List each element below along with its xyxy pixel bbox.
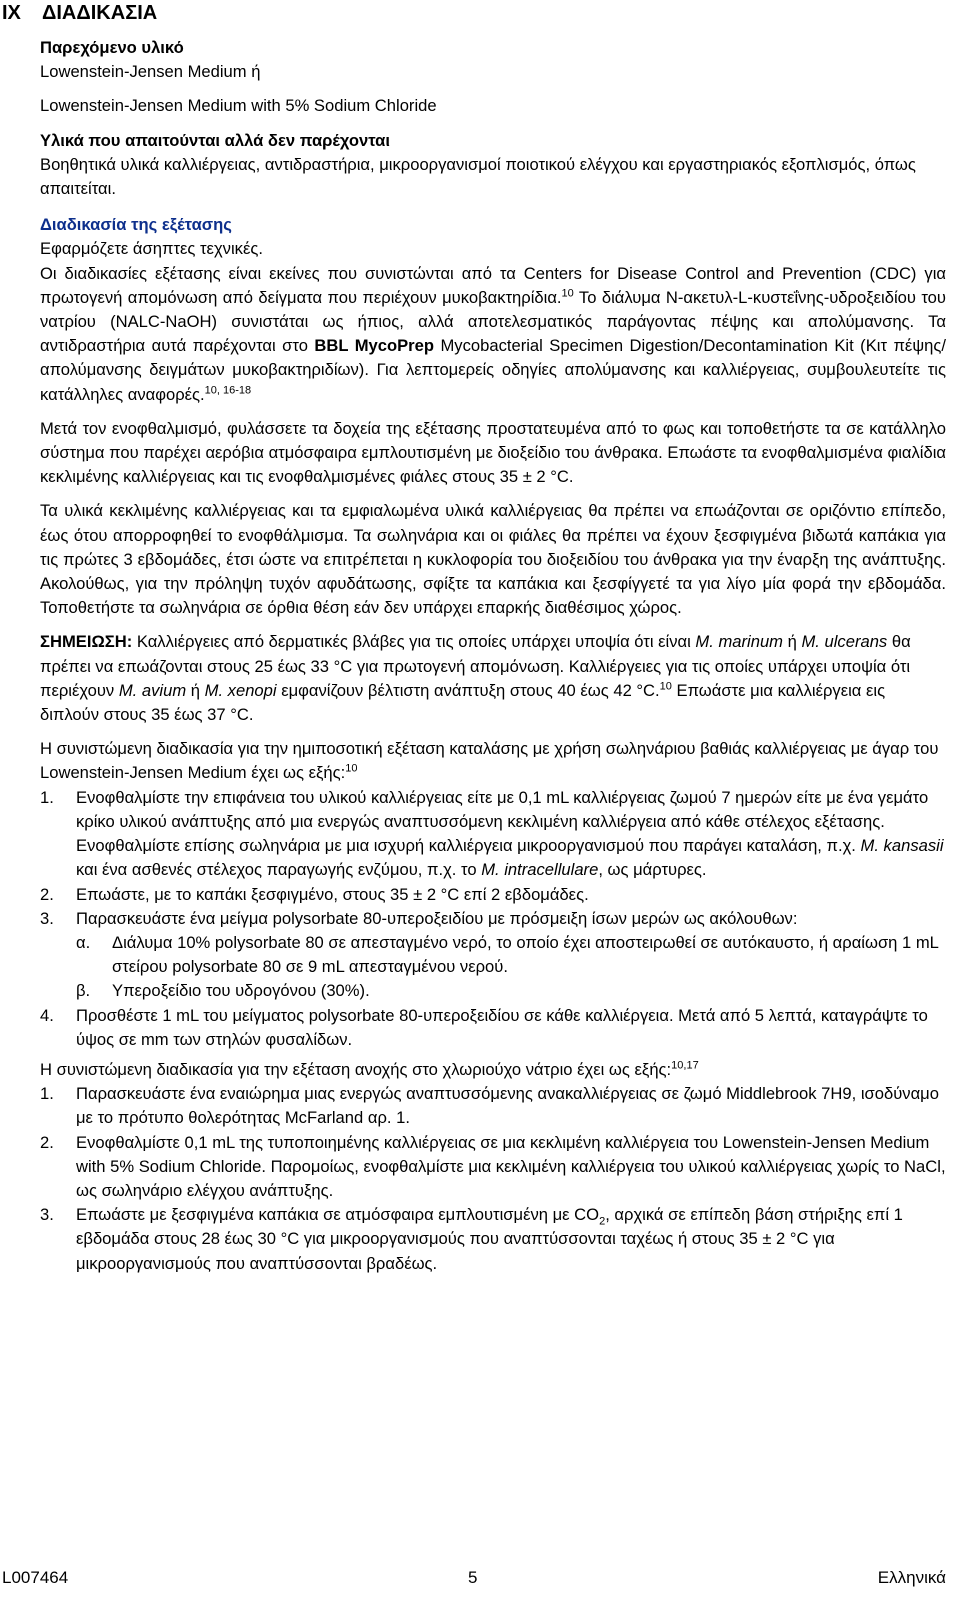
section-heading	[2, 0, 157, 26]
p1-text-b: Το διάλυμα N-ακετυλ-L-κυστεΐνης-υδροξειδίου του νατρίου (NALC-NaOH) συνιστάται ως ήπιος, αλλά αποτελεσματικός παράγοντας πέψης και απολύμανσης. Τα αντιδραστήρια αυτά παρέχονται στο	[40, 287, 946, 356]
catalase-steps	[40, 786, 946, 1052]
document-content	[40, 36, 946, 1276]
list-number: α.	[76, 932, 91, 952]
provided-line-1: Lowenstein-Jensen Medium ή	[40, 62, 261, 82]
list-item	[40, 1203, 946, 1276]
required-title: Υλικά που απαιτούνται αλλά δεν παρέχονται	[40, 130, 390, 150]
note-text: ή	[783, 632, 802, 652]
reference-sup: 10	[345, 762, 358, 775]
list-text: , αρχικά σε επίπεδη βάση στήριξης επί 1 εβδομάδα στους 28 έως 30 °C για μικροοργανισμούς που αναπτύσσονται ταχέως ή στους 35 ± 2 °C για μικροοργανισμούς που αναπτύσσονται βραδέως.	[76, 1205, 903, 1273]
list-text: Υπεροξείδιο του υδρογόνου (30%).	[112, 981, 370, 1001]
list-item	[40, 786, 946, 883]
subscript: 2	[599, 1215, 606, 1228]
note-text: ή	[186, 680, 205, 700]
list-number: 3.	[40, 908, 54, 928]
list-text: Ενοφθαλμίστε 0,1 mL της τυποποιημένης καλλιέργειας σε μια κεκλιμένη καλλιέργεια του Lowenstein-Jensen Medium with 5% Sodium Chloride. Παρομοίως, ενοφθαλμίστε μια κεκλιμένη καλλιέργεια του υλικού καλλιέργειας χωρίς το NaCl, ως σωληνάριο ελέγχου ανάπτυξης.	[76, 1132, 946, 1200]
sub-list-item	[40, 931, 946, 979]
species-name: M. kansasii	[860, 836, 944, 856]
salt-intro	[40, 1058, 946, 1082]
note-text: θα πρέπει να επωάζονται στους 25 έως 33 °C για πρωτογενή απομόνωση. Καλλιέργειες για τις οποίες υπάρχει υποψία ότι περιέχουν	[40, 632, 911, 700]
procedure-paragraph-1	[40, 262, 946, 407]
catalase-intro-text: Η συνιστώμενη διαδικασία για την ημιποσοτική εξέταση καταλάσης με χρήση σωληνάριου βαθιάς καλλιέργειας με άγαρ του Lowenstein-Jensen Medium έχει ως εξής:	[40, 739, 939, 783]
procedure-paragraph-3: Τα υλικά κεκλιμένης καλλιέργειας και τα εμφιαλωμένα υλικά καλλιέργειας θα πρέπει να επωάζονται σε οριζόντιο επίπεδο, έως ότου απορροφηθεί το ενοφθάλμισμα. Τα σωληνάρια και οι φιάλες θα πρέπει να έχουν ξεσφιγμένα βιδωτά καπάκια για τις πρώτες 3 εβδομάδες, έτσι ώστε να επιτρέπεται η κυκλοφορία του διοξειδίου του άνθρακα για την έναρξη της ανάπτυξης. Ακολούθως, για την πρόληψη τυχόν αφυδάτωσης, σφίξτε τα καπάκια και ξεσφίγγετέ τα για λίγο μία φορά την εβδομάδα. Τοποθετήστε τα σωληνάρια σε όρθια θέση εάν δεν υπάρχει επαρκής διαθέσιμος χώρος.	[40, 501, 946, 618]
p1-text-c: Mycobacterial Specimen Digestion/Decontamination Kit (Κιτ πέψης/απολύμανσης δειγμάτων μυκοβακτηριδίων). Για λεπτομερείς οδηγίες απολύμανσης και καλλιέργειας, συμβουλευτείτε τις κατάλληλες αναφορές.	[40, 336, 946, 404]
list-number: 3.	[40, 1205, 54, 1225]
list-number: 4.	[40, 1005, 54, 1025]
list-number: β.	[76, 981, 91, 1001]
list-item	[40, 1082, 946, 1130]
provided-title: Παρεχόμενο υλικό	[40, 38, 184, 57]
section-title: ΔΙΑΔΙΚΑΣΙΑ	[42, 2, 158, 24]
species-name: M. avium	[118, 680, 187, 700]
note-text: εμφανίζουν βέλτιστη ανάπτυξη στους 40 έως 42 °C.	[276, 680, 660, 700]
list-item	[40, 907, 946, 931]
species-name: M. intracellulare	[481, 860, 599, 880]
salt-intro-text: Η συνιστώμενη διαδικασία για την εξέταση ανοχής στο χλωριούχο νάτριο έχει ως εξής:	[40, 1059, 672, 1079]
note-label: ΣΗΜΕΙΩΣΗ:	[40, 632, 133, 652]
list-number: 2.	[40, 1132, 54, 1152]
list-text: Διάλυμα 10% polysorbate 80 σε απεσταγμένο νερό, το οποίο έχει αποστειρωθεί σε αυτόκαυστο, ή αραίωση 1 mL στείρου polysorbate 80 σε 9 mL απεσταγμένου νερού.	[112, 932, 939, 977]
list-item	[40, 1004, 946, 1052]
footer-language: Ελληνικά	[877, 1568, 946, 1587]
species-name: M. xenopi	[204, 680, 277, 700]
list-number: 2.	[40, 884, 54, 904]
reference-sup: 10, 16-18	[204, 384, 252, 397]
species-name: M. ulcerans	[801, 632, 888, 652]
page-number: 5	[468, 1568, 478, 1587]
provided-line-2: Lowenstein-Jensen Medium with 5% Sodium Chloride	[40, 96, 437, 116]
list-item	[40, 1131, 946, 1204]
note-text: Επωάστε μια καλλιέργεια εις διπλούν στους 35 έως 37 °C.	[40, 680, 886, 725]
list-text: Ενοφθαλμίστε την επιφάνεια του υλικού καλλιέργειας είτε με 0,1 mL καλλιέργειας ζωμού 7 ημερών είτε με ένα γεμάτο κρίκο υλικού ανάπτυξης από μια ενεργώς αναπτυσσόμενη κεκλιμένη καλλιέργεια από κάθε στέλεχος εξέτασης. Ενοφθαλμίστε επίσης σωληνάρια με μια ισχυρή καλλιέργεια μικροοργανισμού που παράγει καταλάση, π.χ.	[76, 787, 929, 856]
list-text: Προσθέστε 1 mL του μείγματος polysorbate 80-υπεροξειδίου σε κάθε καλλιέργεια. Μετά από 5 λεπτά, καταγράψτε το ύψος σε mm των στηλών φυσαλίδων.	[76, 1005, 928, 1049]
salt-steps	[40, 1082, 946, 1276]
note-paragraph	[40, 630, 946, 727]
list-text: Επωάστε, με το καπάκι ξεσφιγμένο, στους 35 ± 2 °C επί 2 εβδομάδες.	[76, 884, 589, 904]
aseptic-text: Εφαρμόζετε άσηπτες τεχνικές.	[40, 239, 263, 259]
p1-text-a: Οι διαδικασίες εξέτασης είναι εκείνες που συνιστώνται από τα Centers for Disease Control and Prevention (CDC) για πρωτογενή απομόνωση από δείγματα που περιέχουν μυκοβακτηρίδια.	[40, 263, 946, 307]
reference-sup: 10,17	[671, 1059, 699, 1072]
note-text: Καλλιέργειες από δερματικές βλάβες για τις οποίες υπάρχει υποψία ότι είναι	[132, 632, 696, 652]
list-number: 1.	[40, 787, 54, 807]
procedure-paragraph-2: Μετά τον ενοφθαλμισμό, φυλάσσετε τα δοχεία της εξέτασης προστατευμένα από το φως και τοποθετήστε τα σε κατάλληλο σύστημα που παρέχει αερόβια ατμόσφαιρα εμπλουτισμένη με διοξείδιο του άνθρακα. Επωάστε τα ενοφθαλμισμένα φιαλίδια κεκλιμένης καλλιέργειας και τις ενοφθαλμισμένες φιάλες στους 35 ± 2 °C.	[40, 418, 946, 487]
reference-sup: 10	[561, 287, 574, 300]
list-text: , ως μάρτυρες.	[598, 860, 707, 880]
reference-sup: 10	[659, 680, 672, 693]
sub-list-item	[40, 979, 946, 1003]
list-item	[40, 883, 946, 907]
brand-name: BBL MycoPrep	[314, 336, 434, 356]
list-text: και ένα ασθενές στέλεχος παραγωγής ενζύμου, π.χ. το	[76, 860, 482, 880]
list-text: Παρασκευάστε ένα μείγμα polysorbate 80-υπεροξειδίου με πρόσμειξη ίσων μερών ως ακόλουθων:	[76, 908, 798, 928]
required-text: Βοηθητικά υλικά καλλιέργειας, αντιδραστήρια, μικροοργανισμοί ποιοτικού ελέγχου και εργαστηριακός εξοπλισμός, όπως απαιτείται.	[40, 154, 916, 199]
page-footer	[2, 1566, 946, 1592]
section-number: IX	[2, 2, 21, 24]
list-number: 1.	[40, 1084, 54, 1104]
catalase-intro	[40, 737, 946, 785]
list-text: Επωάστε με ξεσφιγμένα καπάκια σε ατμόσφαιρα εμπλουτισμένη με CO	[76, 1205, 600, 1225]
procedure-title: Διαδικασία της εξέτασης	[40, 215, 232, 235]
species-name: M. marinum	[695, 632, 784, 652]
document-code: L007464	[2, 1568, 69, 1587]
list-text: Παρασκευάστε ένα εναιώρημα μιας ενεργώς αναπτυσσόμενης ανακαλλιέργειας σε ζωμό Middlebrook 7H9, ισοδύναμο με το πρότυπο θολερότητας McFarland αρ. 1.	[76, 1084, 939, 1128]
